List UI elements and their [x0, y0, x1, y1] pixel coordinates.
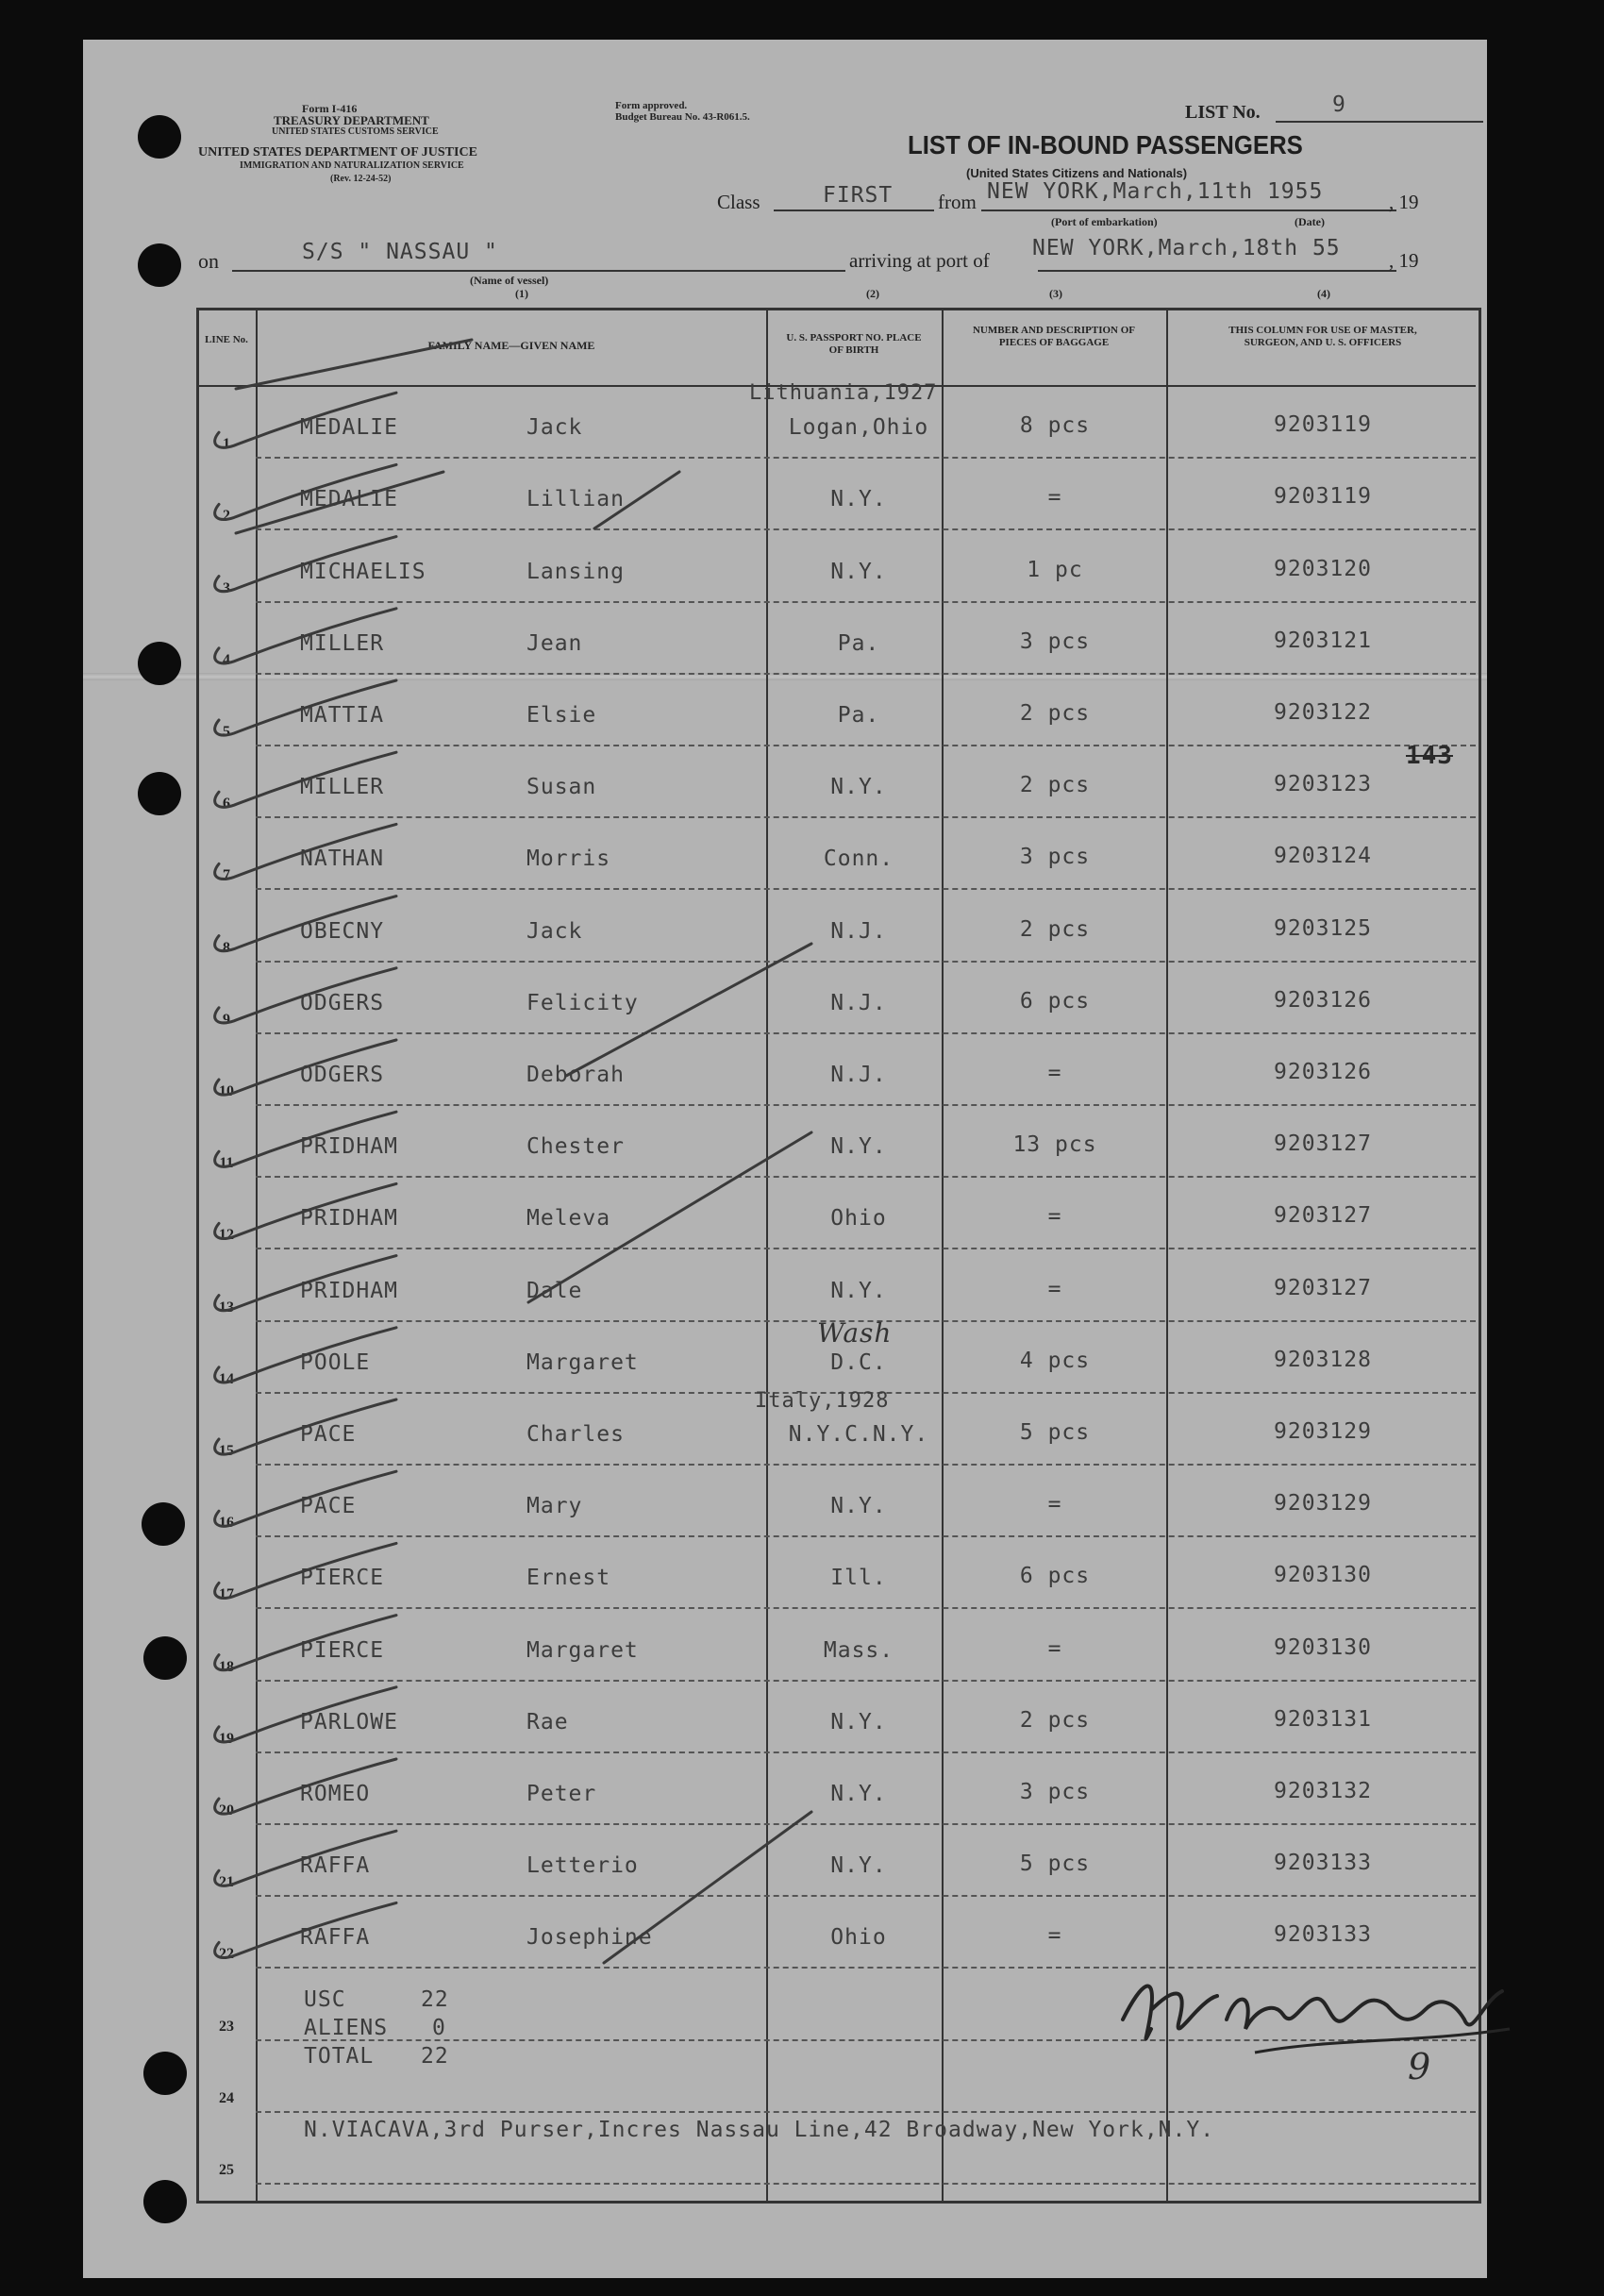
col-divider — [942, 308, 944, 2201]
punch-hole-icon — [143, 2052, 187, 2095]
official-number: 9203131 — [1274, 1706, 1372, 1732]
baggage: = — [1047, 1061, 1062, 1085]
punch-hole-icon — [142, 1502, 185, 1546]
line-number: 17 — [219, 1586, 234, 1603]
official-number: 9203120 — [1274, 556, 1372, 581]
page-mark: 9 — [1408, 2046, 1432, 2087]
place-of-birth: N.Y. — [830, 487, 887, 512]
header-officers: THIS COLUMN FOR USE OF MASTER, SURGEON, AND U. S. OFFICERS — [1228, 325, 1417, 348]
vessel-name: S/S " NASSAU " — [302, 240, 498, 264]
given-name: Lillian — [526, 487, 625, 512]
official-number: 9203128 — [1274, 1347, 1372, 1372]
family-name: PIERCE — [300, 1566, 385, 1591]
baggage: 6 pcs — [1019, 988, 1091, 1014]
baggage: 3 pcs — [1019, 845, 1091, 870]
place-of-birth: Pa. — [837, 703, 880, 728]
punch-hole-icon — [138, 642, 181, 685]
baggage: = — [1047, 1492, 1062, 1517]
baggage: 1 pc — [1027, 557, 1083, 582]
punch-hole-icon — [138, 115, 181, 159]
form-revision: (Rev. 12-24-52) — [330, 174, 392, 184]
punch-hole-icon — [138, 243, 181, 287]
given-name: Charles — [526, 1422, 625, 1447]
baggage: 6 pcs — [1019, 1564, 1091, 1589]
year-suffix-2: , 19 — [1389, 249, 1419, 272]
line-number: 7 — [223, 867, 230, 884]
official-number: 9203124 — [1274, 844, 1372, 869]
birth-note-italy: Italy,1928 — [755, 1389, 890, 1413]
given-name: Chester — [526, 1134, 625, 1160]
official-number: 9203129 — [1274, 1491, 1372, 1517]
official-number: 9203126 — [1274, 1060, 1372, 1084]
line-number: 11 — [219, 1155, 234, 1172]
official-number: 9203127 — [1274, 1203, 1372, 1229]
line-number: 2 — [223, 508, 230, 525]
line-number: 15 — [219, 1443, 234, 1459]
place-of-birth: N.Y. — [830, 1494, 887, 1519]
on-label: on — [198, 249, 219, 273]
given-name: Felicity — [526, 990, 639, 1015]
line-number: 10 — [219, 1083, 234, 1099]
baggage: 2 pcs — [1019, 773, 1091, 798]
family-name: PRIDHAM — [300, 1206, 398, 1232]
row-divider — [256, 1607, 1476, 1609]
family-name: ODGERS — [300, 1063, 385, 1087]
given-name: Elsie — [526, 703, 597, 728]
given-name: Susan — [526, 775, 597, 800]
place-of-birth: Ohio — [830, 1206, 887, 1232]
line-number: 13 — [219, 1299, 234, 1316]
row-divider — [256, 1823, 1476, 1825]
family-name: RAFFA — [300, 1853, 371, 1879]
row-divider — [256, 1680, 1476, 1682]
line-number: 19 — [219, 1730, 234, 1747]
place-of-birth: N.Y. — [830, 1782, 887, 1806]
given-name: Meleva — [526, 1206, 611, 1232]
budget-bureau: Budget Bureau No. 43-R061.5. — [615, 111, 750, 123]
col-divider — [256, 308, 258, 2201]
line-number: 3 — [223, 579, 230, 596]
purser-line: N.VIACAVA,3rd Purser,Incres Nassau Line,42 Broadway,New York,N.Y. — [304, 2118, 1215, 2142]
line-number: 4 — [223, 651, 230, 668]
row-divider — [256, 961, 1476, 963]
row-divider — [256, 1032, 1476, 1034]
form-number: Form I-416 — [302, 102, 358, 115]
total-label: TOTAL — [304, 2044, 375, 2069]
birth-note-wash: Wash — [817, 1317, 893, 1349]
baggage: 2 pcs — [1019, 701, 1091, 726]
line-number: 5 — [223, 724, 230, 740]
row-divider — [256, 673, 1476, 675]
family-name: PARLOWE — [300, 1709, 398, 1735]
given-name: Peter — [526, 1782, 597, 1806]
family-name: MILLER — [300, 775, 385, 800]
baggage: = — [1047, 1635, 1062, 1661]
place-of-birth: N.J. — [830, 990, 887, 1015]
family-name: PRIDHAM — [300, 1278, 398, 1303]
official-number: 9203127 — [1274, 1131, 1372, 1157]
official-number: 9203129 — [1274, 1419, 1372, 1444]
official-number: 9203130 — [1274, 1634, 1372, 1660]
birth-note-lithuania: Lithuania,1927 — [749, 381, 938, 405]
place-of-birth: Mass. — [823, 1637, 894, 1663]
baggage: 4 pcs — [1019, 1348, 1091, 1373]
row-divider — [256, 1751, 1476, 1753]
row-divider — [256, 1248, 1476, 1249]
place-of-birth: N.J. — [830, 1063, 887, 1087]
col-divider — [766, 308, 768, 2201]
given-name: Margaret — [526, 1637, 639, 1663]
page-title: LIST OF IN-BOUND PASSENGERS — [908, 130, 1303, 159]
official-number: 9203133 — [1274, 1851, 1372, 1876]
given-name: Mary — [526, 1494, 583, 1519]
row-divider — [256, 1176, 1476, 1178]
arriving-label: arriving at port of — [849, 249, 990, 272]
row-divider — [256, 2183, 1476, 2185]
baggage: 13 pcs — [1012, 1132, 1097, 1158]
baggage: = — [1047, 1923, 1062, 1949]
baggage: 3 pcs — [1019, 628, 1091, 654]
given-name: Morris — [526, 846, 611, 872]
official-number: 9203123 — [1274, 772, 1372, 797]
official-number: 9203130 — [1274, 1563, 1372, 1588]
place-of-birth: Pa. — [837, 630, 880, 656]
header-name: FAMILY NAME—GIVEN NAME — [427, 339, 595, 352]
class-value: FIRST — [823, 183, 894, 208]
aliens-label: ALIENS — [304, 2016, 389, 2040]
place-of-birth: Ohio — [830, 1925, 887, 1951]
punch-hole-icon — [143, 2180, 187, 2223]
vessel-caption: (Name of vessel) — [470, 274, 549, 287]
family-name: MICHAELIS — [300, 559, 426, 584]
line-number: 21 — [219, 1874, 234, 1891]
place-of-birth: D.C. — [830, 1349, 887, 1375]
row-divider — [256, 528, 1476, 530]
place-of-birth: N.Y. — [830, 1709, 887, 1735]
family-name: PRIDHAM — [300, 1134, 398, 1160]
row-divider — [256, 1104, 1476, 1106]
family-name: MEDALIE — [300, 415, 398, 441]
baggage: 3 pcs — [1019, 1780, 1091, 1804]
class-label: Class — [717, 191, 760, 213]
col-caption-2: (2) — [866, 287, 879, 300]
from-label: from — [938, 191, 977, 213]
line-number: 8 — [223, 939, 230, 956]
usc-value: 22 — [421, 1987, 449, 2012]
given-name: Margaret — [526, 1349, 639, 1375]
given-name: Letterio — [526, 1853, 639, 1879]
line-number: 22 — [219, 1946, 234, 1963]
baggage: 5 pcs — [1019, 1420, 1091, 1445]
baggage: 2 pcs — [1019, 1707, 1091, 1733]
place-of-birth: Conn. — [823, 846, 894, 872]
col-divider — [1166, 308, 1168, 2201]
row-divider — [256, 745, 1476, 746]
given-name: Rae — [526, 1709, 569, 1735]
line-number: 16 — [219, 1515, 234, 1532]
list-no-value: 9 — [1332, 92, 1346, 117]
place-of-birth: N.Y. — [830, 1278, 887, 1303]
line-number: 18 — [219, 1658, 234, 1675]
date-caption: (Date) — [1295, 215, 1325, 228]
given-name: Lansing — [526, 559, 625, 584]
count-mark: 143 — [1406, 742, 1453, 770]
family-name: MEDALIE — [300, 487, 398, 512]
row-divider — [256, 888, 1476, 890]
place-of-birth: N.Y. — [830, 1134, 887, 1160]
official-number: 9203119 — [1274, 484, 1372, 510]
aliens-value: 0 — [432, 2016, 446, 2040]
from-value: NEW YORK,March,11th 1955 — [987, 179, 1324, 204]
page-subtitle: (United States Citizens and Nationals) — [966, 166, 1188, 180]
line-number: 25 — [219, 2162, 234, 2178]
baggage: 8 pcs — [1019, 413, 1091, 439]
line-number: 24 — [219, 2089, 234, 2106]
customs-service: UNITED STATES CUSTOMS SERVICE — [272, 126, 439, 137]
total-value: 22 — [421, 2044, 449, 2069]
row-divider — [256, 1535, 1476, 1537]
line-number: 23 — [219, 2018, 234, 2035]
place-of-birth: N.Y. — [830, 775, 887, 800]
official-number: 9203133 — [1274, 1922, 1372, 1948]
given-name: Deborah — [526, 1063, 625, 1087]
line-number: 1 — [223, 436, 230, 453]
baggage: = — [1047, 1204, 1062, 1230]
place-of-birth: N.Y.C.N.Y. — [788, 1422, 929, 1447]
place-of-birth: N.Y. — [830, 1853, 887, 1879]
baggage: 5 pcs — [1019, 1852, 1091, 1877]
treasury-dept: TREASURY DEPARTMENT — [274, 113, 429, 127]
family-name: RAFFA — [300, 1925, 371, 1951]
header-passport: U. S. PASSPORT NO. PLACE OF BIRTH — [786, 332, 922, 356]
year-suffix: , 19 — [1389, 191, 1419, 213]
row-divider — [256, 601, 1476, 603]
given-name: Jack — [526, 415, 583, 441]
family-name: POOLE — [300, 1349, 371, 1375]
line-number: 20 — [219, 1802, 234, 1818]
official-number: 9203126 — [1274, 987, 1372, 1013]
official-number: 9203125 — [1274, 915, 1372, 941]
col-caption-4: (4) — [1317, 287, 1330, 300]
given-name: Josephine — [526, 1925, 653, 1951]
immigration-service: IMMIGRATION AND NATURALIZATION SERVICE — [240, 160, 464, 171]
given-name: Dale — [526, 1278, 583, 1303]
family-name: MILLER — [300, 630, 385, 656]
row-divider — [256, 457, 1476, 459]
arriving-value: NEW YORK,March,18th 55 — [1032, 236, 1341, 260]
official-number: 9203119 — [1274, 412, 1372, 438]
given-name: Ernest — [526, 1566, 611, 1591]
port-embark-caption: (Port of embarkation) — [1051, 215, 1158, 228]
line-number: 12 — [219, 1227, 234, 1244]
official-number: 9203122 — [1274, 700, 1372, 725]
official-number: 9203127 — [1274, 1275, 1372, 1300]
header-baggage: NUMBER AND DESCRIPTION OF PIECES OF BAGGAGE — [972, 325, 1136, 348]
line-number: 6 — [223, 796, 230, 813]
family-name: PACE — [300, 1422, 357, 1447]
official-number: 9203132 — [1274, 1779, 1372, 1803]
baggage: = — [1047, 1276, 1062, 1301]
family-name: MATTIA — [300, 703, 385, 728]
col-caption-3: (3) — [1049, 287, 1062, 300]
signature-icon — [1113, 1963, 1529, 2067]
row-divider — [256, 816, 1476, 818]
form-approved: Form approved. — [615, 100, 688, 111]
family-name: NATHAN — [300, 846, 385, 872]
line-number: 9 — [223, 1011, 230, 1028]
family-name: PACE — [300, 1494, 357, 1519]
line-number: 14 — [219, 1370, 234, 1387]
justice-dept: UNITED STATES DEPARTMENT OF JUSTICE — [198, 145, 477, 159]
place-of-birth: Logan,Ohio — [788, 415, 929, 441]
place-of-birth: N.Y. — [830, 559, 887, 584]
given-name: Jean — [526, 630, 583, 656]
col-caption-1: (1) — [515, 287, 528, 300]
punch-hole-icon — [143, 1636, 187, 1680]
row-divider — [256, 1464, 1476, 1466]
place-of-birth: N.J. — [830, 918, 887, 944]
usc-label: USC — [304, 1987, 346, 2012]
header-line-no: LINE No. — [205, 334, 248, 345]
place-of-birth: Ill. — [830, 1566, 887, 1591]
given-name: Jack — [526, 918, 583, 944]
row-divider — [256, 2111, 1476, 2113]
baggage: = — [1047, 485, 1062, 511]
list-no-label: LIST No. — [1185, 102, 1261, 123]
family-name: ROMEO — [300, 1782, 371, 1806]
family-name: PIERCE — [300, 1637, 385, 1663]
punch-hole-icon — [138, 772, 181, 815]
family-name: OBECNY — [300, 918, 385, 944]
row-divider — [256, 1895, 1476, 1897]
family-name: ODGERS — [300, 990, 385, 1015]
official-number: 9203121 — [1274, 628, 1372, 653]
passenger-table — [196, 308, 1481, 2204]
baggage: 2 pcs — [1019, 916, 1091, 942]
